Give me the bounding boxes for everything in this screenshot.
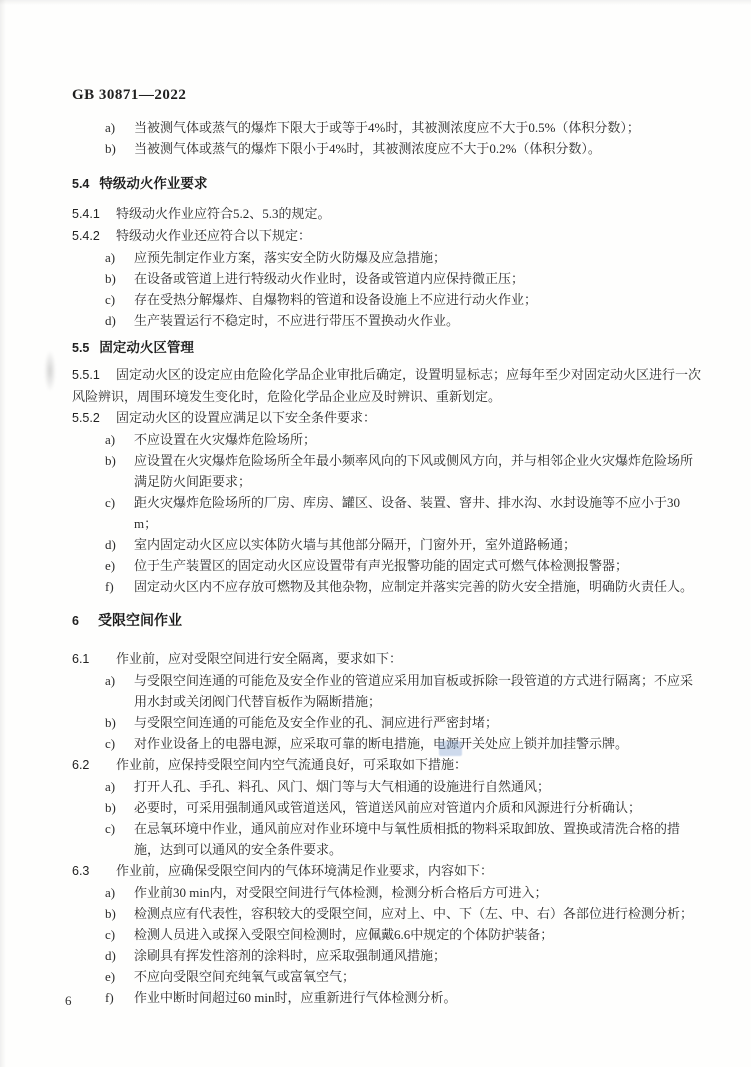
- item-label: e): [105, 969, 116, 984]
- list-item: [105, 138, 703, 159]
- item-text: 应预先制定作业方案，落实安全防火防爆及应急措施；: [134, 250, 447, 265]
- item-text: 存在受热分解爆炸、自爆物料的管道和设备设施上不应进行动火作业；: [134, 292, 538, 307]
- list-item: [105, 429, 703, 450]
- clause-number: 5.4.1: [72, 207, 100, 221]
- clause-6-2: [72, 754, 703, 776]
- list-item: [105, 268, 703, 289]
- list-item: [105, 882, 703, 903]
- item-label: a): [105, 432, 116, 447]
- clause-number: 5.5.1: [72, 368, 100, 382]
- standard-number-header: GB 30871—2022: [72, 87, 187, 103]
- list-item: [105, 903, 703, 924]
- item-label: a): [105, 885, 116, 900]
- item-text: 不应设置在火灾爆炸危险场所；: [134, 432, 317, 447]
- item-label: c): [105, 495, 116, 510]
- clause-5-4-2: [72, 225, 703, 247]
- clause-text: 固定动火区的设定应由危险化学品企业审批后确定，设置明显标志；应每年至少对固定动火区进行一次风险辨识，周围环境发生变化时，危险化学品企业应及时辨识、重新划定。: [72, 367, 702, 404]
- section-title: 特级动火作业要求: [99, 176, 208, 191]
- item-text: 必要时，可采用强制通风或管道送风，管道送风前应对管道内介质和风源进行分析确认；: [134, 800, 642, 815]
- clause-text: 作业前，应确保受限空间内的气体环境满足作业要求，内容如下：: [116, 863, 494, 878]
- item-text: 应设置在火灾爆炸危险场所全年最小频率风向的下风或侧风方向，并与相邻企业火灾爆炸危险场所满足防火间距要求；: [134, 453, 694, 489]
- item-text: 对作业设备上的电器电源，应采取可靠的断电措施，电源开关处应上锁并加挂警示牌。: [134, 736, 629, 751]
- list-item: [105, 818, 703, 860]
- clause-number: 6.1: [72, 652, 90, 666]
- list-item: [105, 945, 703, 966]
- list-item: [105, 924, 703, 945]
- item-label: c): [105, 736, 116, 751]
- section-title: 固定动火区管理: [99, 340, 194, 355]
- list-item: [105, 289, 703, 310]
- list-item: [105, 492, 703, 534]
- item-text: 检测点应有代表性，容积较大的受限空间，应对上、中、下（左、中、右）各部位进行检测分析；: [134, 906, 694, 921]
- list-item: [105, 117, 703, 138]
- clause-text: 作业前，应保持受限空间内空气流通良好，可采取如下措施：: [116, 757, 468, 772]
- item-label: b): [105, 800, 116, 815]
- clause-text: 作业前，应对受限空间进行安全隔离，要求如下：: [116, 651, 403, 666]
- item-text: 位于生产装置区的固定动火区应设置带有声光报警功能的固定式可燃气体检测报警器；: [134, 558, 629, 573]
- item-label: f): [105, 579, 114, 594]
- clause-text: 固定动火区的设置应满足以下安全条件要求：: [116, 410, 377, 425]
- item-label: c): [105, 292, 116, 307]
- item-text: 当被测气体或蒸气的爆炸下限大于或等于4%时，其被测浓度应不大于0.5%（体积分数）；: [134, 120, 640, 135]
- chapter-number: 6: [72, 614, 79, 628]
- list-item: [105, 576, 703, 597]
- clause-6-3: [72, 860, 703, 882]
- item-text: 与受限空间连通的可能危及安全作业的孔、洞应进行严密封堵；: [134, 715, 499, 730]
- list-item: [105, 797, 703, 818]
- item-text: 与受限空间连通的可能危及安全作业的管道应采用加盲板或拆除一段管道的方式进行隔离；不应采用水封或关闭阀门代替盲板作为隔断措施；: [134, 673, 694, 709]
- clause-5-5-2: [72, 407, 703, 429]
- list-item: [105, 247, 703, 268]
- clause-5-4-1: [72, 203, 703, 225]
- item-label: b): [105, 141, 116, 156]
- section-heading-5-4: [72, 173, 703, 195]
- item-text: 距火灾爆炸危险场所的厂房、库房、罐区、设备、装置、窨井、排水沟、水封设施等不应小于30 m；: [134, 495, 681, 531]
- item-text: 涂刷具有挥发性溶剂的涂料时，应采取强制通风措施；: [134, 948, 447, 963]
- list-item: [105, 670, 703, 712]
- item-label: d): [105, 537, 116, 552]
- item-label: d): [105, 948, 116, 963]
- item-label: a): [105, 120, 116, 135]
- item-text: 在忌氧环境中作业，通风前应对作业环境中与氧性质相抵的物料采取卸放、置换或清洗合格的措施，达到可以通风的安全条件要求。: [134, 821, 681, 857]
- item-text: 作业前30 min内，对受限空间进行气体检测，检测分析合格后方可进入；: [134, 885, 548, 900]
- item-label: f): [105, 990, 114, 1005]
- item-text: 打开人孔、手孔、料孔、风门、烟门等与大气相通的设施进行自然通风；: [134, 779, 551, 794]
- item-text: 作业中断时间超过60 min时，应重新进行气体检测分析。: [134, 990, 457, 1005]
- item-text: 生产装置运行不稳定时，不应进行带压不置换动火作业。: [134, 313, 460, 328]
- page-number: 6: [65, 993, 72, 1008]
- item-text: 检测人员进入或探入受限空间检测时，应佩戴6.6中规定的个体防护装备；: [134, 927, 554, 942]
- list-item: [105, 534, 703, 555]
- list-item: [105, 966, 703, 987]
- item-text: 不应向受限空间充纯氧气或富氧空气；: [134, 969, 356, 984]
- clause-text: 特级动火作业应符合5.2、5.3的规定。: [116, 206, 331, 221]
- item-label: b): [105, 453, 116, 468]
- section-number: 5.5: [72, 341, 90, 355]
- clause-text: 特级动火作业还应符合以下规定：: [116, 228, 312, 243]
- item-label: e): [105, 558, 116, 573]
- item-label: a): [105, 779, 116, 794]
- clause-number: 6.3: [72, 864, 90, 878]
- item-label: a): [105, 673, 116, 688]
- section-heading-5-5: [72, 337, 703, 359]
- chapter-heading-6: [72, 610, 703, 632]
- clause-number: 5.5.2: [72, 411, 100, 425]
- item-text: 在设备或管道上进行特级动火作业时，设备或管道内应保持微正压；: [134, 271, 525, 286]
- section-number: 5.4: [72, 177, 90, 191]
- item-text: 固定动火区内不应存放可燃物及其他杂物，应制定并落实完善的防火安全措施，明确防火责任人。: [134, 579, 694, 594]
- item-label: b): [105, 271, 116, 286]
- clause-5-5-1: [72, 364, 703, 407]
- clause-number: 5.4.2: [72, 229, 100, 243]
- chapter-title: 受限空间作业: [98, 612, 182, 628]
- item-label: c): [105, 821, 116, 836]
- item-label: a): [105, 250, 116, 265]
- item-text: 当被测气体或蒸气的爆炸下限小于4%时，其被测浓度应不大于0.2%（体积分数）。: [134, 141, 601, 156]
- list-item: [105, 310, 703, 331]
- clause-6-1: [72, 648, 703, 670]
- list-item: [105, 712, 703, 733]
- lead-item-list: [72, 117, 703, 159]
- item-label: b): [105, 715, 116, 730]
- list-item: [105, 450, 703, 492]
- item-label: b): [105, 906, 116, 921]
- list-item: [105, 987, 703, 1008]
- clause-number: 6.2: [72, 758, 90, 772]
- item-label: c): [105, 927, 116, 942]
- list-item: [105, 733, 703, 754]
- item-text: 室内固定动火区应以实体防火墙与其他部分隔开，门窗外开，室外道路畅通；: [134, 537, 577, 552]
- list-item: [105, 555, 703, 576]
- item-label: d): [105, 313, 116, 328]
- list-item: [105, 776, 703, 797]
